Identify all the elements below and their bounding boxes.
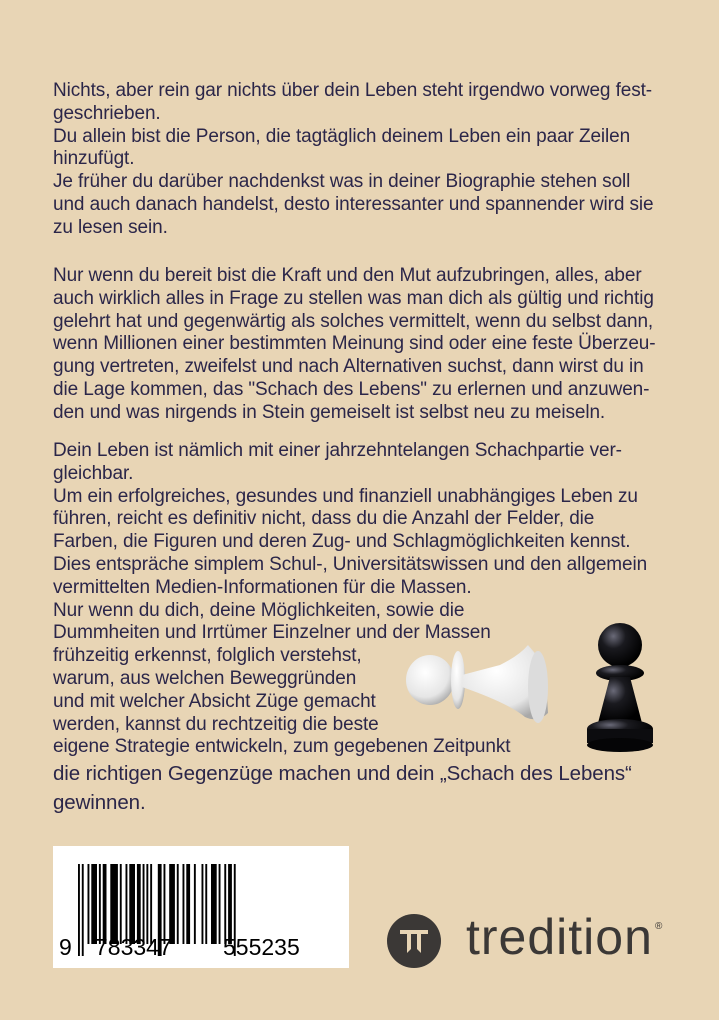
chess-pawns-illustration xyxy=(400,605,670,760)
barcode-bar xyxy=(126,864,128,944)
barcode-bar xyxy=(219,864,221,944)
barcode-digits-right: 555235 xyxy=(223,934,300,960)
text-line: und mit welcher Absicht Züge gemacht xyxy=(53,690,376,712)
barcode-bar xyxy=(228,864,232,944)
barcode-bar xyxy=(194,864,196,944)
barcode-bar xyxy=(224,864,226,944)
isbn-barcode xyxy=(53,846,349,968)
barcode-digit-prefix: 9 xyxy=(59,934,72,960)
text-line: wenn Millionen einer bestimmten Meinung sind oder eine feste Überzeu- xyxy=(53,333,656,355)
barcode-bar xyxy=(186,864,190,944)
barcode-bar xyxy=(202,864,204,944)
barcode-bar xyxy=(82,864,84,956)
barcode-bar xyxy=(164,864,166,944)
black-pawn-icon xyxy=(587,623,653,752)
text-line: Um ein erfolgreiches, gesundes und finanziell unabhängiges Leben zu xyxy=(53,485,638,507)
text-line: gelehrt hat und gegenwärtig als solches vermittelt, wenn du selbst dann, xyxy=(53,310,654,332)
text-line: vermittelten Medien-Informationen für die Massen. xyxy=(53,576,472,598)
text-line: auch wirklich alles in Frage zu stellen was man dich als gültig und richtig xyxy=(53,287,654,309)
barcode-bar xyxy=(205,864,207,944)
text-line: geschrieben. xyxy=(53,102,161,124)
text-line: gleichbar. xyxy=(53,462,134,484)
barcode-bar xyxy=(91,864,97,944)
text-line: Dies entspräche simplem Schul-, Universitätswissen und den allgemein xyxy=(53,553,648,575)
text-line: und auch danach handelst, desto interessanter und spannender wird sie xyxy=(53,193,654,215)
text-line: hinzufügt. xyxy=(53,148,135,170)
barcode-bar xyxy=(183,864,185,944)
text-line: den und was nirgends in Stein gemeiselt ist selbst neu zu meiseln. xyxy=(53,401,606,423)
text-line: Du allein bist die Person, die tagtäglich deinem Leben ein paar Zeilen xyxy=(53,125,631,147)
barcode-bar xyxy=(78,864,80,956)
barcode-bar xyxy=(169,864,175,944)
barcode-bar xyxy=(150,864,152,944)
text-line: Je früher du darüber nachdenkst was in deiner Biographie stehen soll xyxy=(53,171,631,193)
text-line: werden, kannst du rechtzeitig die beste xyxy=(53,713,379,735)
publisher-name: tredition xyxy=(466,909,653,965)
text-line: Nur wenn du dich, deine Möglichkeiten, sowie die xyxy=(53,599,465,621)
text-line: eigene Strategie entwickeln, zum gegebenen Zeitpunkt xyxy=(53,736,511,758)
text-line-large: gewinnen. xyxy=(53,791,146,815)
text-line: Farben, die Figuren und deren Zug- und Schlagmöglichkeiten kennst. xyxy=(53,531,631,553)
tredition-logo-icon xyxy=(386,913,442,969)
barcode-bar xyxy=(103,864,107,944)
text-line: frühzeitig erkennst, folglich verstehst, xyxy=(53,645,362,667)
text-line: die Lage kommen, das "Schach des Lebens" zu erlernen und anzuwen- xyxy=(53,378,650,400)
barcode-bar xyxy=(110,864,118,944)
barcode-bar xyxy=(137,864,141,944)
paragraph-courage xyxy=(53,265,655,425)
text-line: Dummheiten und Irrtümer Einzelner und der Massen xyxy=(53,622,491,644)
registered-mark: ® xyxy=(655,921,663,932)
text-line: Nur wenn du bereit bist die Kraft und den Mut aufzubringen, alles, aber xyxy=(53,265,642,286)
text-line: gung vertreten, zweifelst und nach Alternativen suchst, dann wirst du in xyxy=(53,356,644,378)
barcode-bar xyxy=(129,864,135,944)
barcode-bar xyxy=(146,864,148,944)
white-pawn-fallen-icon xyxy=(406,645,548,723)
barcode-bar xyxy=(99,864,101,944)
paragraph-intro xyxy=(53,80,653,240)
text-line: führen, reicht es definitiv nicht, dass du die Anzahl der Felder, die xyxy=(53,508,595,530)
barcode-digits-left: 783347 xyxy=(95,934,172,960)
barcode-bar xyxy=(211,864,217,944)
barcode-bar xyxy=(177,864,179,944)
barcode-bar xyxy=(88,864,90,944)
barcode-bar xyxy=(120,864,122,944)
text-line: Nichts, aber rein gar nichts über dein Leben steht irgendwo vorweg fest- xyxy=(53,80,653,101)
text-line-large: die richtigen Gegenzüge machen und dein „Schach des Lebens“ xyxy=(53,762,632,786)
text-line: warum, aus welchen Beweggründen xyxy=(53,667,357,689)
text-line: Dein Leben ist nämlich mit einer jahrzehntelangen Schachpartie ver- xyxy=(53,440,622,461)
barcode-bar xyxy=(143,864,145,944)
text-line: zu lesen sein. xyxy=(53,216,168,238)
